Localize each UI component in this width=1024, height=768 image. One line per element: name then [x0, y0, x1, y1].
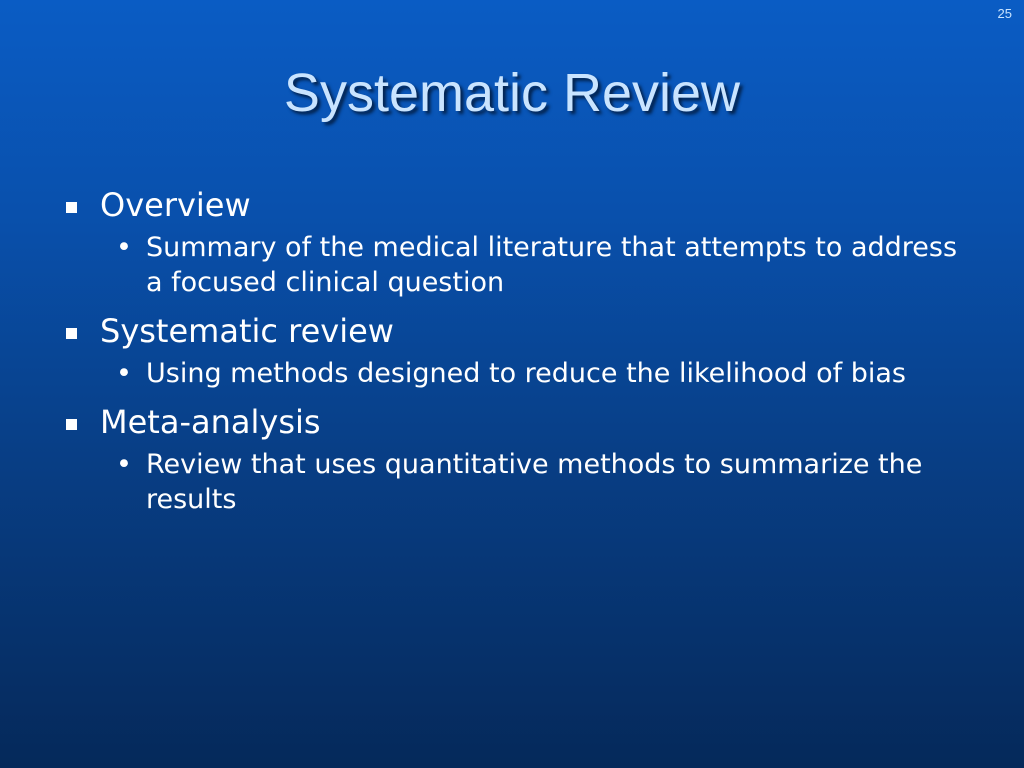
sub-bullet-text: Review that uses quantitative methods to summarize the results [146, 449, 923, 515]
sub-bullet-overview [60, 230, 980, 300]
bullet-text: Overview [100, 186, 251, 224]
bullet-overview [60, 186, 980, 224]
dot-bullet-icon: • [116, 358, 132, 389]
dot-bullet-icon: • [116, 449, 132, 480]
square-bullet-icon [66, 202, 77, 213]
square-bullet-icon [66, 328, 77, 339]
bullet-list [60, 186, 980, 529]
bullet-meta-analysis [60, 403, 980, 441]
sub-bullet-text: Summary of the medical literature that attempts to address a focused clinical question [146, 232, 958, 298]
dot-bullet-icon: • [116, 232, 132, 263]
slide-title: Systematic Review [283, 63, 741, 123]
bullet-text: Systematic review [100, 312, 394, 350]
bullet-text: Meta-analysis [100, 403, 321, 441]
sub-bullet-meta-analysis [60, 447, 980, 517]
bullet-systematic-review [60, 312, 980, 350]
sub-bullet-text: Using methods designed to reduce the likelihood of bias [146, 358, 906, 389]
sub-bullet-systematic-review [60, 356, 980, 391]
slide-number: 25 [997, 6, 1012, 21]
square-bullet-icon [66, 419, 77, 430]
